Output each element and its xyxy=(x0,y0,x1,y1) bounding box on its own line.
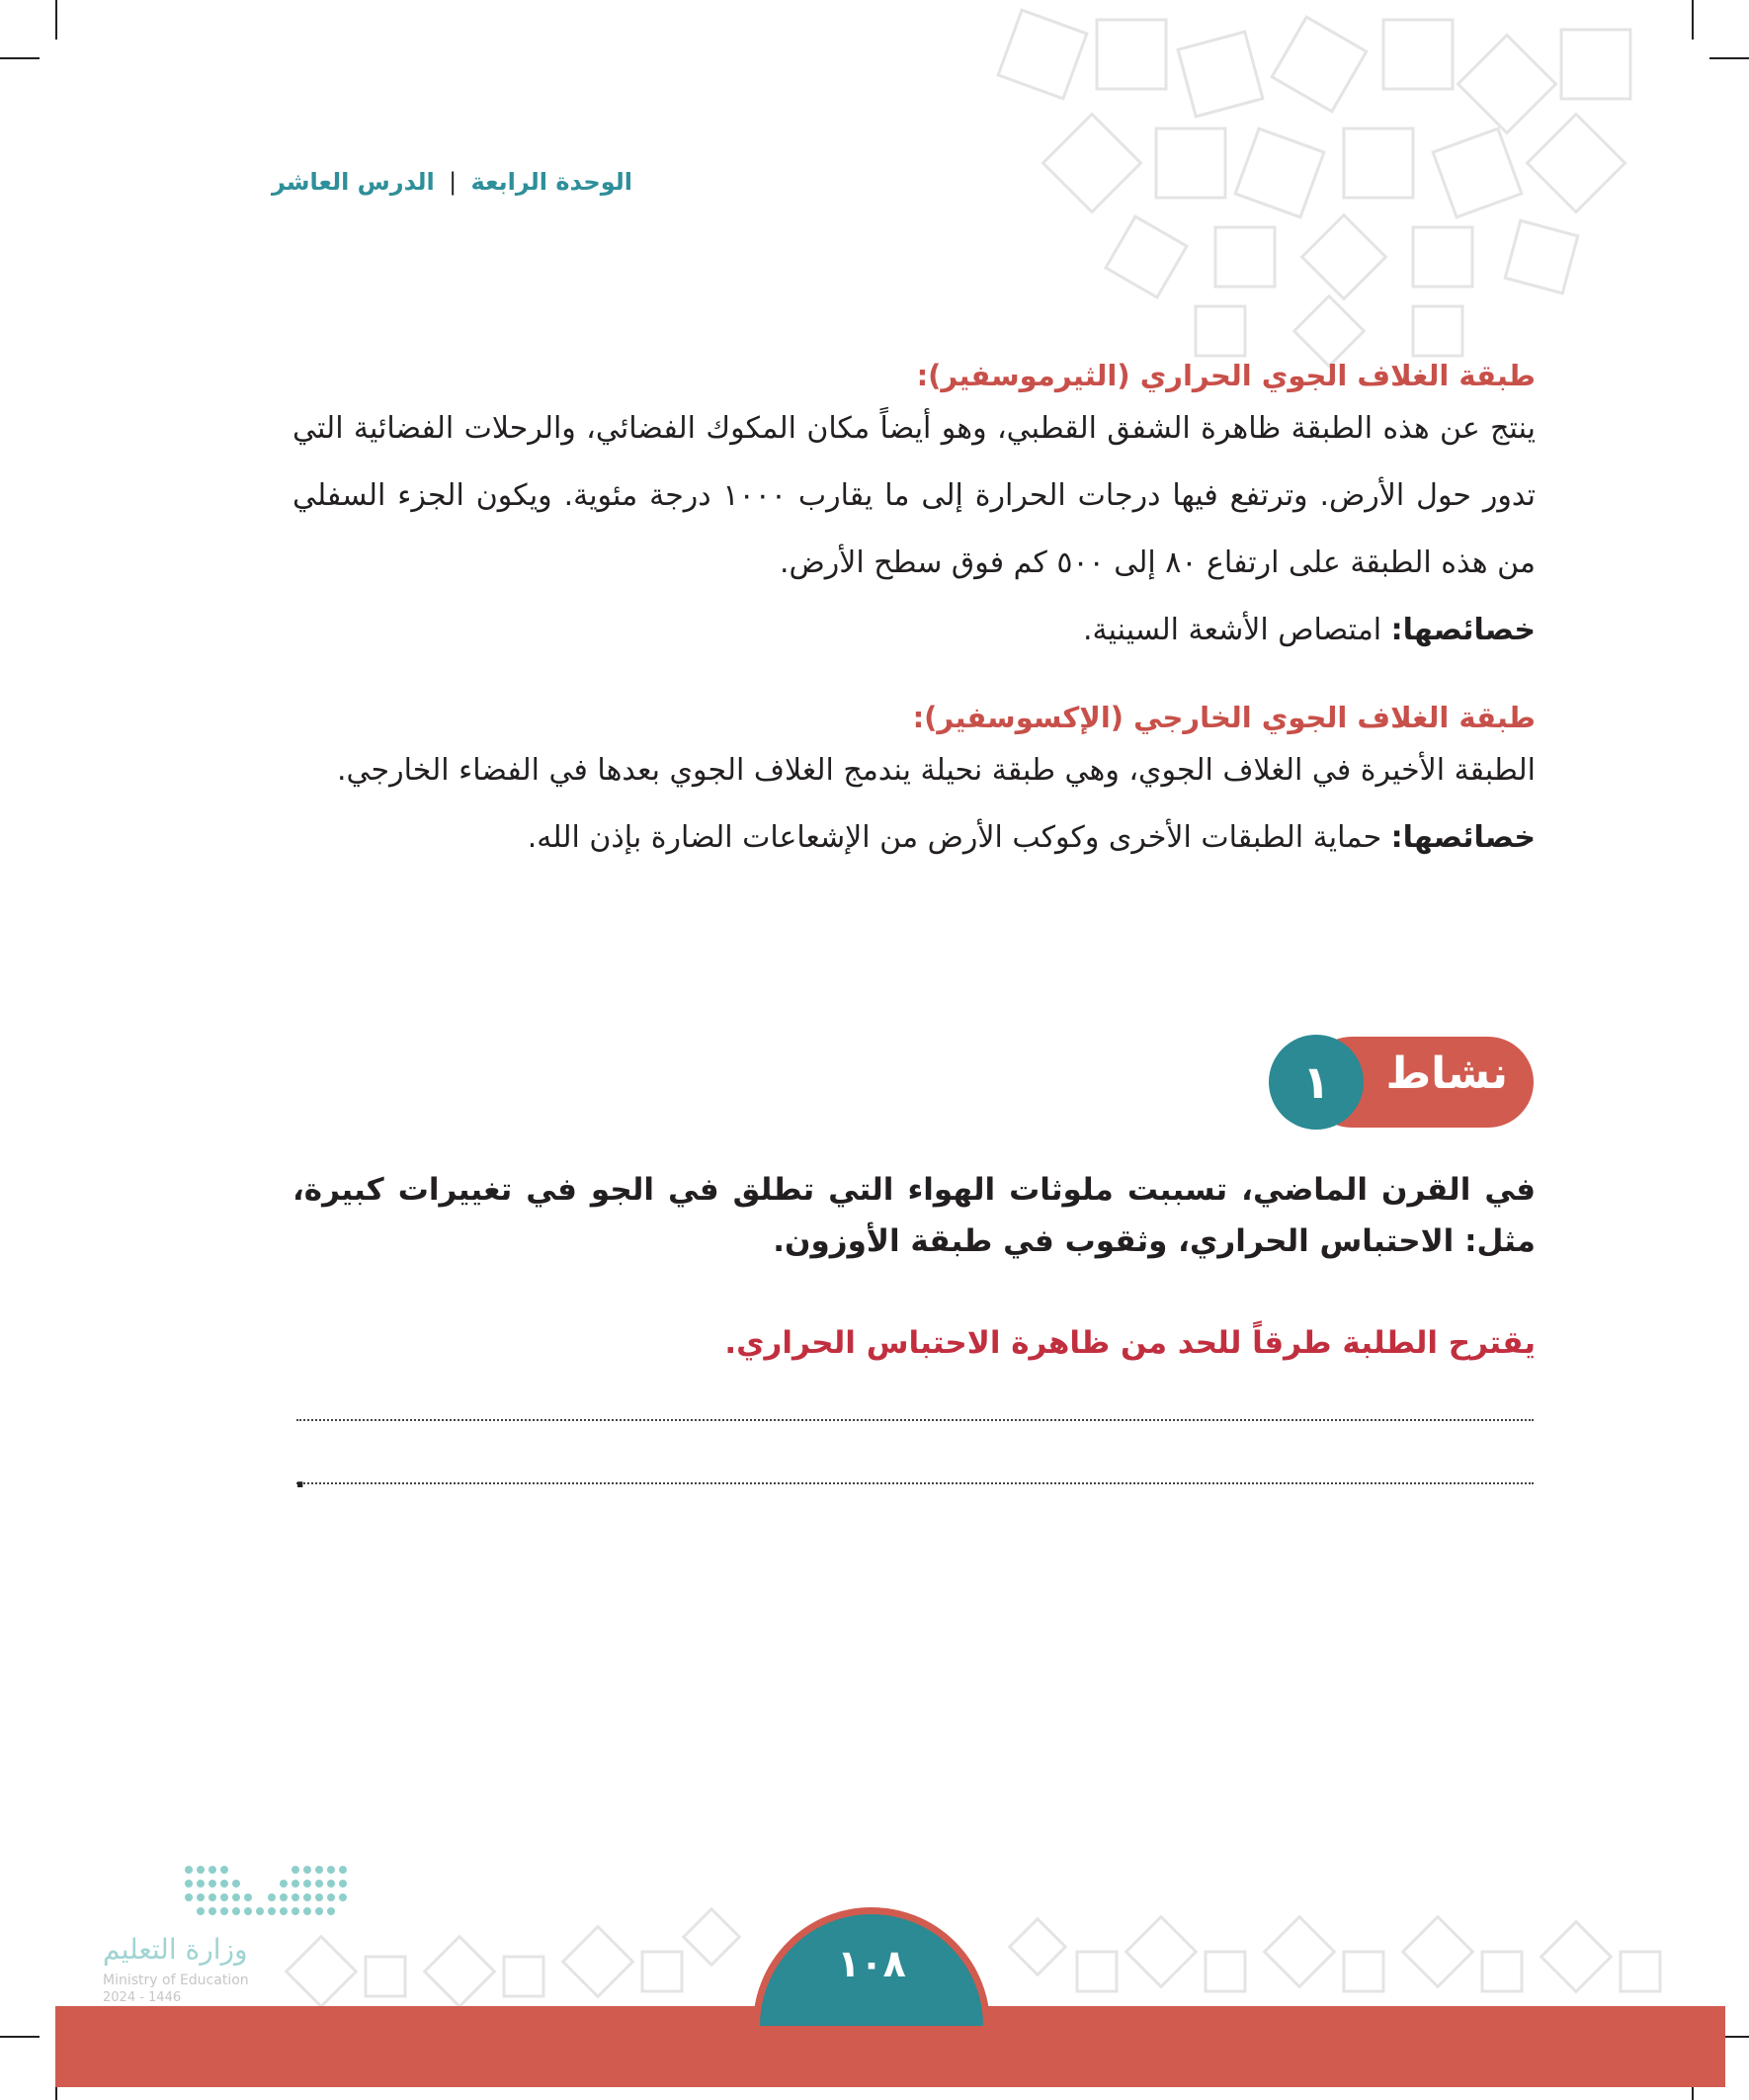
page-number-badge xyxy=(753,1907,990,2026)
properties-text: حماية الطبقات الأخرى وكوكب الأرض من الإشعاعات الضارة بإذن الله. xyxy=(527,820,1391,855)
activity-task: يقترح الطلبة طرقاً للحد من ظاهرة الاحتباس الحراري. xyxy=(724,1325,1536,1361)
crop-mark xyxy=(0,2036,40,2038)
header-separator: | xyxy=(449,168,458,196)
logo-dots-icon xyxy=(95,1858,362,1937)
activity-number: ١ xyxy=(1269,1035,1364,1130)
section-properties-exosphere xyxy=(292,804,1536,872)
crop-mark xyxy=(55,0,57,40)
activity-word: نشاط xyxy=(1385,1049,1508,1099)
section-properties-thermosphere xyxy=(292,597,1536,664)
answer-line[interactable] xyxy=(296,1482,1534,1484)
answer-line-end: . xyxy=(294,1461,306,1495)
section-heading-exosphere: طبقة الغلاف الجوي الخارجي (الإكسوسفير): xyxy=(912,701,1536,734)
page-number: ١٠٨ xyxy=(837,1942,906,1985)
activity-text: في القرن الماضي، تسببت ملوثات الهواء التي تطلق في الجو في تغييرات كبيرة، مثل: الاحتباس الحراري، وثقوب في طبقة الأوزون. xyxy=(292,1172,1536,1259)
properties-text: امتصاص الأشعة السينية. xyxy=(1083,613,1391,647)
crop-mark xyxy=(1709,57,1749,59)
activity-badge xyxy=(1269,1037,1534,1128)
ministry-year: 2024 - 1446 xyxy=(103,1990,182,2005)
crop-mark xyxy=(1692,0,1694,40)
ministry-logo xyxy=(95,1858,362,2005)
lesson-title: الدرس العاشر xyxy=(271,168,435,196)
properties-label: خصائصها: xyxy=(1390,820,1536,855)
crop-mark xyxy=(0,57,40,59)
section-heading-thermosphere: طبقة الغلاف الجوي الحراري (الثيرموسفير): xyxy=(916,359,1536,392)
ministry-name-en: Ministry of Education xyxy=(103,1973,249,1988)
running-header xyxy=(237,168,632,196)
main-content xyxy=(292,356,1536,872)
ministry-name-ar: وزارة التعليم xyxy=(103,1933,248,1966)
unit-title: الوحدة الرابعة xyxy=(470,168,632,196)
page-number-circle xyxy=(753,1907,990,2026)
answer-line[interactable] xyxy=(296,1419,1534,1421)
section-paragraph-exosphere: الطبقة الأخيرة في الغلاف الجوي، وهي طبقة نحيلة يندمج الغلاف الجوي بعدها في الفضاء الخارجي. xyxy=(337,753,1536,788)
properties-label: خصائصها: xyxy=(1390,613,1536,647)
section-paragraph-thermosphere: ينتج عن هذه الطبقة ظاهرة الشفق القطبي، وهو أيضاً مكان المكوك الفضائي، والرحلات الفضائية التي تدور حول الأرض. وترتفع فيها درجات الحرارة إلى ما يقارب ١٠٠٠ درجة مئوية. ويكون الجزء السفلي من هذه الطبقة على ارتفاع ٨٠ إلى ٥٠٠ كم فوق سطح الأرض. xyxy=(292,411,1536,580)
